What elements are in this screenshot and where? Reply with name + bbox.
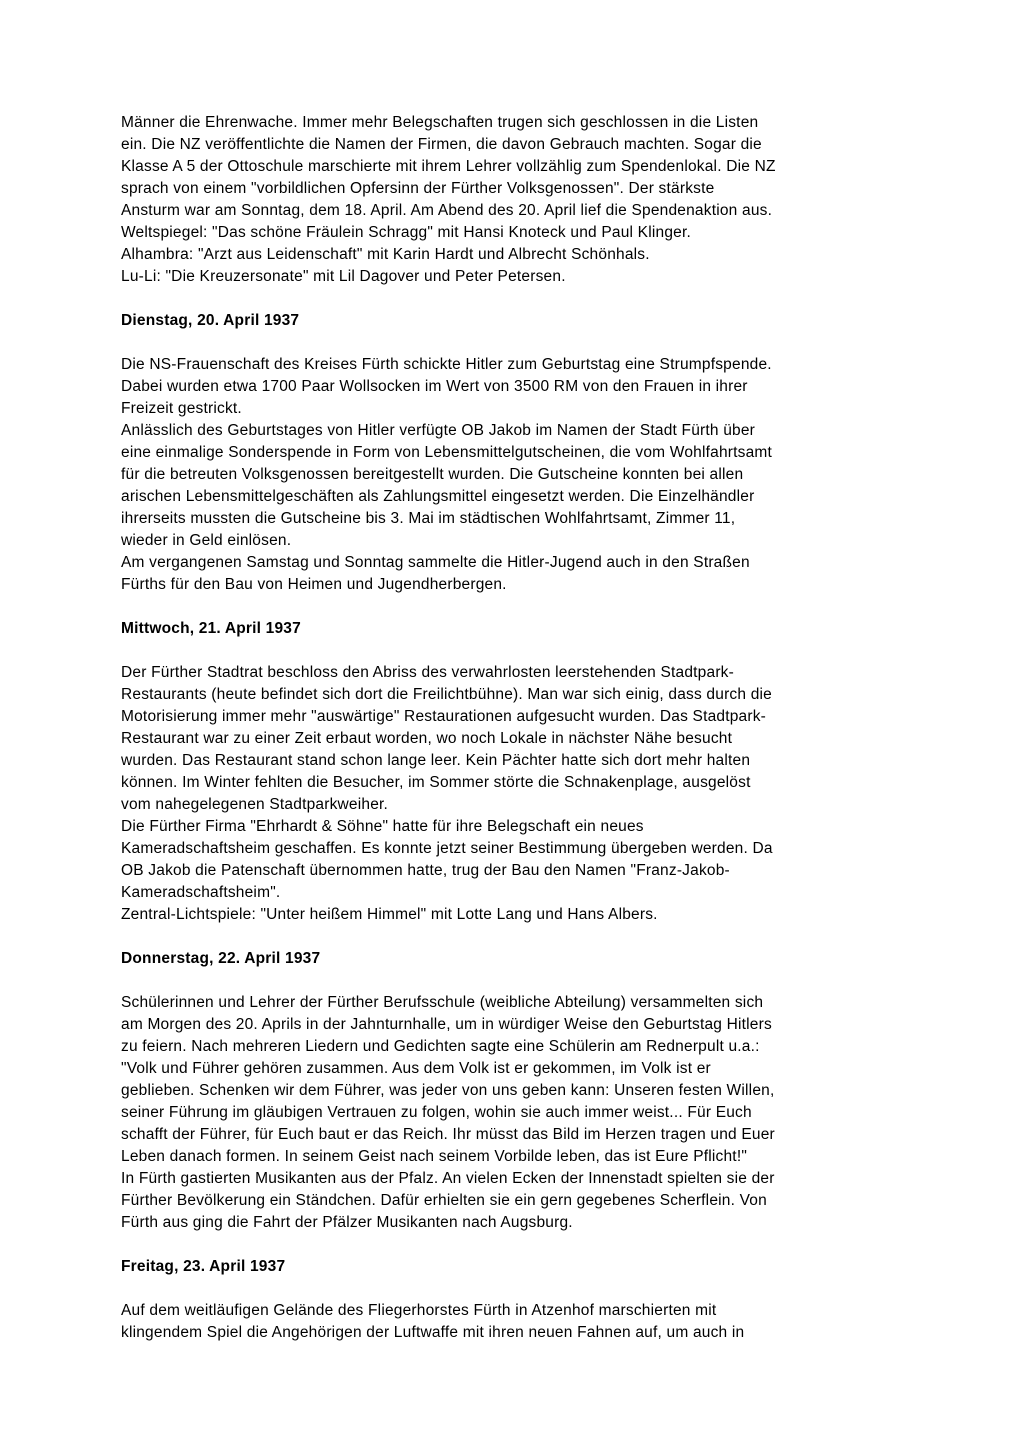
document-text (121, 112, 921, 1344)
text-line: wurden. Das Restaurant stand schon lange leer. Kein Pächter hatte sich dort mehr halten (121, 752, 751, 769)
text-line: Die NS-Frauenschaft des Kreises Fürth schickte Hitler zum Geburtstag eine Strumpfspende. (121, 356, 772, 373)
text-line: Lu-Li: "Die Kreuzersonate" mit Lil Dagover und Peter Petersen. (121, 268, 566, 285)
text-line: Dienstag, 20. April 1937 (121, 312, 300, 329)
paragraph (121, 992, 921, 1234)
text-line: Motorisierung immer mehr "auswärtige" Restaurationen aufgesucht wurden. Das Stadtpark- (121, 708, 767, 725)
text-line: Donnerstag, 22. April 1937 (121, 950, 321, 967)
text-line: Fürther Bevölkerung ein Ständchen. Dafür erhielten sie ein gern gegebenes Scherflein. Von (121, 1192, 767, 1209)
text-line: Auf dem weitläufigen Gelände des Fliegerhorstes Fürth in Atzenhof marschierten mit (121, 1302, 717, 1319)
text-line: Der Fürther Stadtrat beschloss den Abriss des verwahrlosten leerstehenden Stadtpark- (121, 664, 734, 681)
text-line: Männer die Ehrenwache. Immer mehr Belegschaften trugen sich geschlossen in die Listen (121, 114, 759, 131)
text-line: schafft der Führer, für Euch baut er das Reich. Ihr müsst das Bild im Herzen tragen und Euer (121, 1126, 775, 1143)
text-line: klingendem Spiel die Angehörigen der Luftwaffe mit ihren neuen Fahnen auf, um auch in (121, 1324, 745, 1341)
text-line: "Volk und Führer gehören zusammen. Aus dem Volk ist er gekommen, im Volk ist er (121, 1060, 711, 1077)
text-line: zu feiern. Nach mehreren Liedern und Gedichten sagte eine Schülerin am Rednerpult u.a.: (121, 1038, 760, 1055)
paragraph (121, 662, 921, 926)
text-line: In Fürth gastierten Musikanten aus der Pfalz. An vielen Ecken der Innenstadt spielten sie der (121, 1170, 775, 1187)
text-line: Anlässlich des Geburtstages von Hitler verfügte OB Jakob im Namen der Stadt Fürth über (121, 422, 756, 439)
text-line: Die Fürther Firma "Ehrhardt & Söhne" hatte für ihre Belegschaft ein neues (121, 818, 644, 835)
paragraph (121, 1300, 921, 1344)
text-line: für die betreuten Volksgenossen bereitgestellt wurden. Die Gutscheine konnten bei allen (121, 466, 744, 483)
text-line: Ansturm war am Sonntag, dem 18. April. Am Abend des 20. April lief die Spendenaktion aus. (121, 202, 773, 219)
text-line: Kameradschaftsheim geschaffen. Es konnte jetzt seiner Bestimmung übergeben werden. Da (121, 840, 773, 857)
paragraph (121, 354, 921, 596)
date-heading (121, 618, 921, 640)
text-line: Weltspiegel: "Das schöne Fräulein Schragg" mit Hansi Knoteck und Paul Klinger. (121, 224, 691, 241)
text-line: sprach von einem "vorbildlichen Opfersinn der Fürther Volksgenossen". Der stärkste (121, 180, 715, 197)
text-line: vom nahegelegenen Stadtparkweiher. (121, 796, 389, 813)
text-line: Restaurants (heute befindet sich dort die Freilichtbühne). Man war sich einig, dass durch die (121, 686, 772, 703)
text-line: Mittwoch, 21. April 1937 (121, 620, 301, 637)
text-line: Zentral-Lichtspiele: "Unter heißem Himmel" mit Lotte Lang und Hans Albers. (121, 906, 658, 923)
text-line: Kameradschaftsheim". (121, 884, 281, 901)
text-line: ihrerseits mussten die Gutscheine bis 3. Mai im städtischen Wohlfahrtsamt, Zimmer 11, (121, 510, 736, 527)
text-line: eine einmalige Sonderspende in Form von Lebensmittelgutscheinen, die vom Wohlfahrtsamt (121, 444, 773, 461)
date-heading (121, 1256, 921, 1278)
text-line: Schülerinnen und Lehrer der Fürther Berufsschule (weibliche Abteilung) versammelten sich (121, 994, 764, 1011)
text-line: wieder in Geld einlösen. (121, 532, 292, 549)
text-line: Freitag, 23. April 1937 (121, 1258, 286, 1275)
text-line: Fürth aus ging die Fahrt der Pfälzer Musikanten nach Augsburg. (121, 1214, 573, 1231)
text-line: OB Jakob die Patenschaft übernommen hatte, trug der Bau den Namen "Franz-Jakob- (121, 862, 730, 879)
paragraph (121, 112, 921, 288)
text-line: können. Im Winter fehlten die Besucher, im Sommer störte die Schnakenplage, ausgelöst (121, 774, 751, 791)
text-line: Am vergangenen Samstag und Sonntag sammelte die Hitler-Jugend auch in den Straßen (121, 554, 750, 571)
text-line: am Morgen des 20. Aprils in der Jahnturnhalle, um in würdiger Weise den Geburtstag Hitlers (121, 1016, 772, 1033)
text-line: arischen Lebensmittelgeschäften als Zahlungsmittel eingesetzt werden. Die Einzelhändler (121, 488, 755, 505)
text-line: seiner Führung im gläubigen Vertrauen zu folgen, wohin sie auch immer weist... Für Euch (121, 1104, 752, 1121)
text-line: Restaurant war zu einer Zeit erbaut worden, wo noch Lokale in nächster Nähe besucht (121, 730, 733, 747)
text-line: Fürths für den Bau von Heimen und Jugendherbergen. (121, 576, 507, 593)
date-heading (121, 948, 921, 970)
text-line: Klasse A 5 der Ottoschule marschierte mit ihrem Lehrer vollzählig zum Spendenlokal. Die NZ (121, 158, 776, 175)
text-line: ein. Die NZ veröffentlichte die Namen der Firmen, die davon Gebrauch machten. Sogar die (121, 136, 762, 153)
text-line: geblieben. Schenken wir dem Führer, was jeder von uns geben kann: Unseren festen Willen, (121, 1082, 775, 1099)
text-line: Alhambra: "Arzt aus Leidenschaft" mit Karin Hardt und Albrecht Schönhals. (121, 246, 650, 263)
text-line: Dabei wurden etwa 1700 Paar Wollsocken im Wert von 3500 RM von den Frauen in ihrer (121, 378, 748, 395)
text-line: Leben danach formen. In seinem Geist nach seinem Vorbilde leben, das ist Eure Pflicht!" (121, 1148, 748, 1165)
date-heading (121, 310, 921, 332)
text-line: Freizeit gestrickt. (121, 400, 242, 417)
